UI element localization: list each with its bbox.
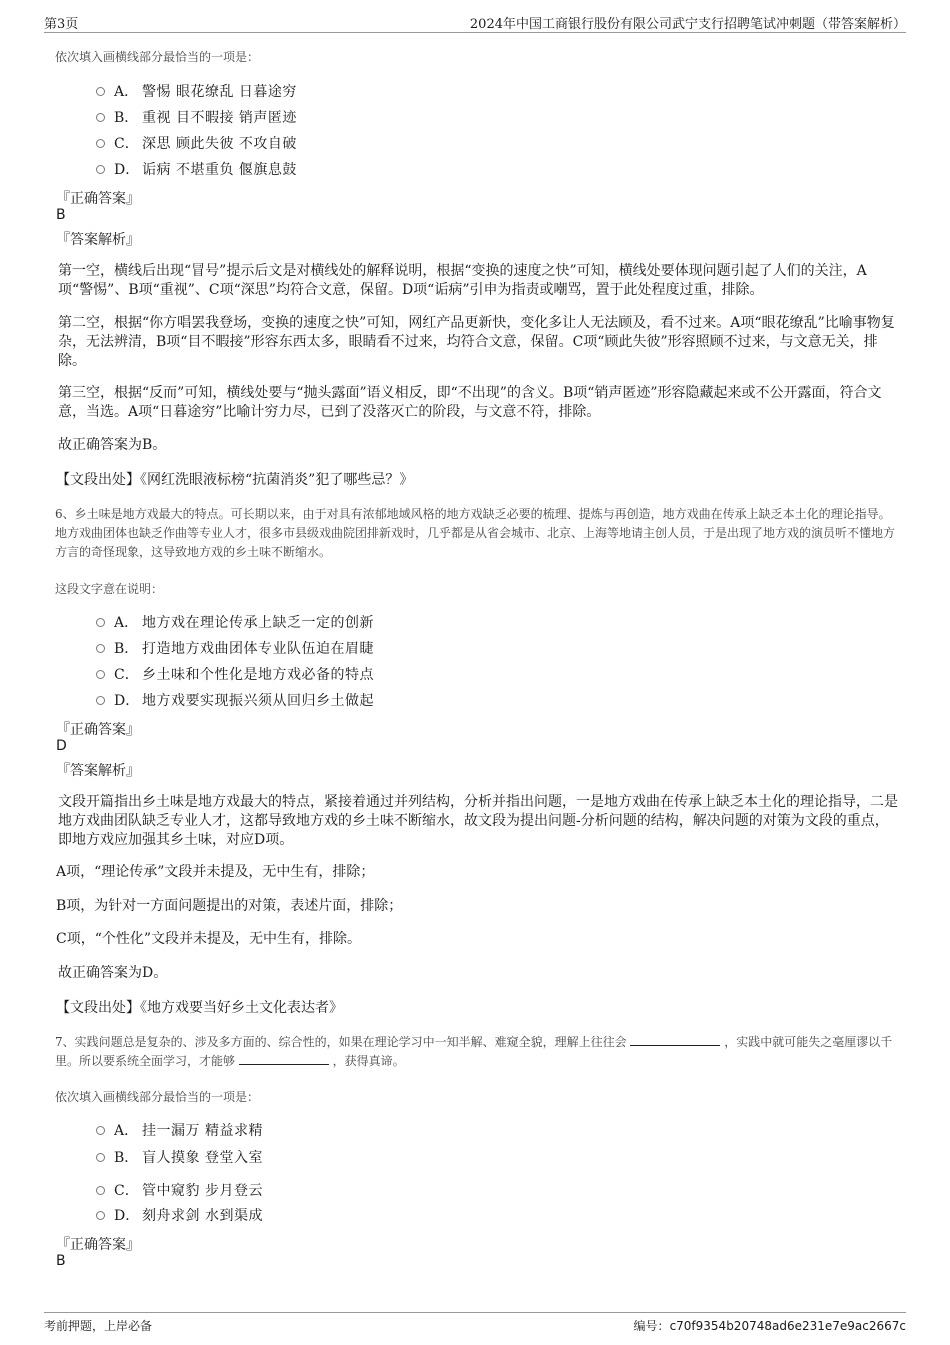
radio-icon[interactable] [96,1211,105,1220]
q7-answer-tag: 『正确答案』 [56,1237,140,1253]
radio-icon[interactable] [96,165,105,174]
page-header [44,10,906,33]
q6-answer-tag: 『正确答案』 [56,722,140,738]
q7-option-b[interactable]: B． 盲人摸象 登堂入室 [96,1146,263,1168]
q5-option-d[interactable]: D． 诟病 不堪重负 偃旗息鼓 [96,158,297,180]
q5-conclusion: 故正确答案为B。 [58,437,167,453]
radio-icon[interactable] [96,1186,105,1195]
document-title: 2024年中国工商银行股份有限公司武宁支行招聘笔试冲刺题（带答案解析） [469,17,906,32]
radio-icon[interactable] [96,696,105,705]
fill-blank [239,1052,329,1065]
footer-slogan: 考前押题，上岸必备 [44,1319,153,1333]
q5-analysis-paragraph: 第一空，横线后出现“冒号”提示后文是对横线处的解释说明，根据“变换的速度之快”可知，横线处要体现问题引起了人们的关注，A项“警惕”、B项“重视”、C项“深思”均符合文意，保留。D项“诟病”引申为指责或嘲骂，置于此处程度过重，排除。 [58,263,867,298]
q7-option-a[interactable]: A． 挂一漏万 精益求精 [96,1119,263,1141]
q6-analysis-paragraph: B项，为针对一方面问题提出的对策，表述片面，排除； [56,898,403,914]
q7-prompt: 依次填入画横线部分最恰当的一项是： [55,1090,260,1104]
q5-answer-tag: 『正确答案』 [56,191,140,207]
q6-option-d[interactable]: D． 地方戏要实现振兴须从回归乡土做起 [96,689,374,711]
q7-answer: B [56,1253,66,1269]
q6-analysis-paragraph: 文段开篇指出乡土味是地方戏最大的特点，紧接着通过并列结构，分析并指出问题，一是地方戏曲在传承上缺乏本土化的理论指导，二是地方戏曲团队缺乏专业人才，这都导致地方戏的乡土味不断缩水，故文段为提出问题-分析问题的结构，解决问题的对策为文段的重点，即地方戏应加强其乡土味，对应D项。 [58,794,898,848]
q5-option-a[interactable]: A． 警惕 眼花缭乱 日暮途穷 [96,80,297,102]
q7-option-d[interactable]: D． 刻舟求剑 水到渠成 [96,1204,263,1226]
q6-analysis-paragraph: C项，“个性化”文段并未提及，无中生有，排除。 [56,931,362,947]
radio-icon[interactable] [96,1126,105,1135]
q5-option-b[interactable]: B． 重视 目不暇接 销声匿迹 [96,106,297,128]
radio-icon[interactable] [96,618,105,627]
q6-option-b[interactable]: B． 打造地方戏曲团体专业队伍迫在眉睫 [96,637,374,659]
q5-analysis-paragraph: 第二空，根据“你方唱罢我登场，变换的速度之快”可知，网红产品更新快，变化多让人无法顾及，看不过来。A项“眼花缭乱”比喻事物复杂，无法辨清，B项“目不暇接”形容东西太多，眼睛看不过来，均符合文意，保留。C项“顾此失彼”形容照顾不过来，与文意无关，排除。 [58,315,895,369]
document-code: 编号：c70f9354b20748ad6e231e7e9ac2667c [633,1319,906,1333]
radio-icon[interactable] [96,1153,105,1162]
q6-stem: 6、乡土味是地方戏最大的特点。可长期以来，由于对具有浓郁地域风格的地方戏缺乏必要的梳理、提炼与再创造，地方戏曲在传承上缺乏本土化的理论指导。地方戏曲团体也缺乏作曲等专业人才，很多市县级戏曲院团排新戏时，几乎都是从省会城市、北京、上海等地请主创人员，于是出现了地方戏的演员听不懂地方方言的奇怪现象，这导致地方戏的乡土味不断缩水。 [55,507,896,559]
page-footer [44,1312,906,1337]
q7-option-c[interactable]: C． 管中窥豹 步月登云 [96,1179,263,1201]
radio-icon[interactable] [96,113,105,122]
radio-icon[interactable] [96,139,105,148]
q5-prompt: 依次填入画横线部分最恰当的一项是： [55,50,260,64]
q6-option-c[interactable]: C． 乡土味和个性化是地方戏必备的特点 [96,663,374,685]
page-number: 第3页 [44,17,79,32]
q5-option-c[interactable]: C． 深思 顾此失彼 不攻自破 [96,132,297,154]
q6-conclusion: 故正确答案为D。 [58,965,168,981]
fill-blank [630,1033,720,1046]
q6-option-a[interactable]: A． 地方戏在理论传承上缺乏一定的创新 [96,611,374,633]
q6-analysis-paragraph: A项，“理论传承”文段并未提及，无中生有，排除； [56,864,375,880]
q5-analysis-paragraph: 第三空，根据“反而”可知，横线处要与“抛头露面”语义相反，即“不出现”的含义。B项“销声匿迹”形容隐藏起来或不公开露面，符合文意，当选。A项“日暮途穷”比喻计穷力尽，已到了没落灭亡的阶段，与文意不符，排除。 [58,385,882,420]
q5-source: 【文段出处】《网红洗眼液标榜“抗菌消炎”犯了哪些忌？》 [56,472,414,488]
q7-stem: 7、实践问题总是复杂的、涉及多方面的、综合性的，如果在理论学习中一知半解、难窥全貌，理解上往往会 ，实践中就可能失之毫厘谬以千里。所以要系统全面学习，才能够 ，获得真谛。 [55,1035,893,1068]
radio-icon[interactable] [96,670,105,679]
q6-analysis-tag: 『答案解析』 [56,763,140,779]
q6-source: 【文段出处】《地方戏要当好乡土文化表达者》 [56,1000,343,1016]
q6-answer: D [56,738,67,754]
q5-analysis-tag: 『答案解析』 [56,232,140,248]
q5-answer: B [56,207,66,223]
radio-icon[interactable] [96,644,105,653]
q6-prompt: 这段文字意在说明： [55,582,164,596]
radio-icon[interactable] [96,87,105,96]
